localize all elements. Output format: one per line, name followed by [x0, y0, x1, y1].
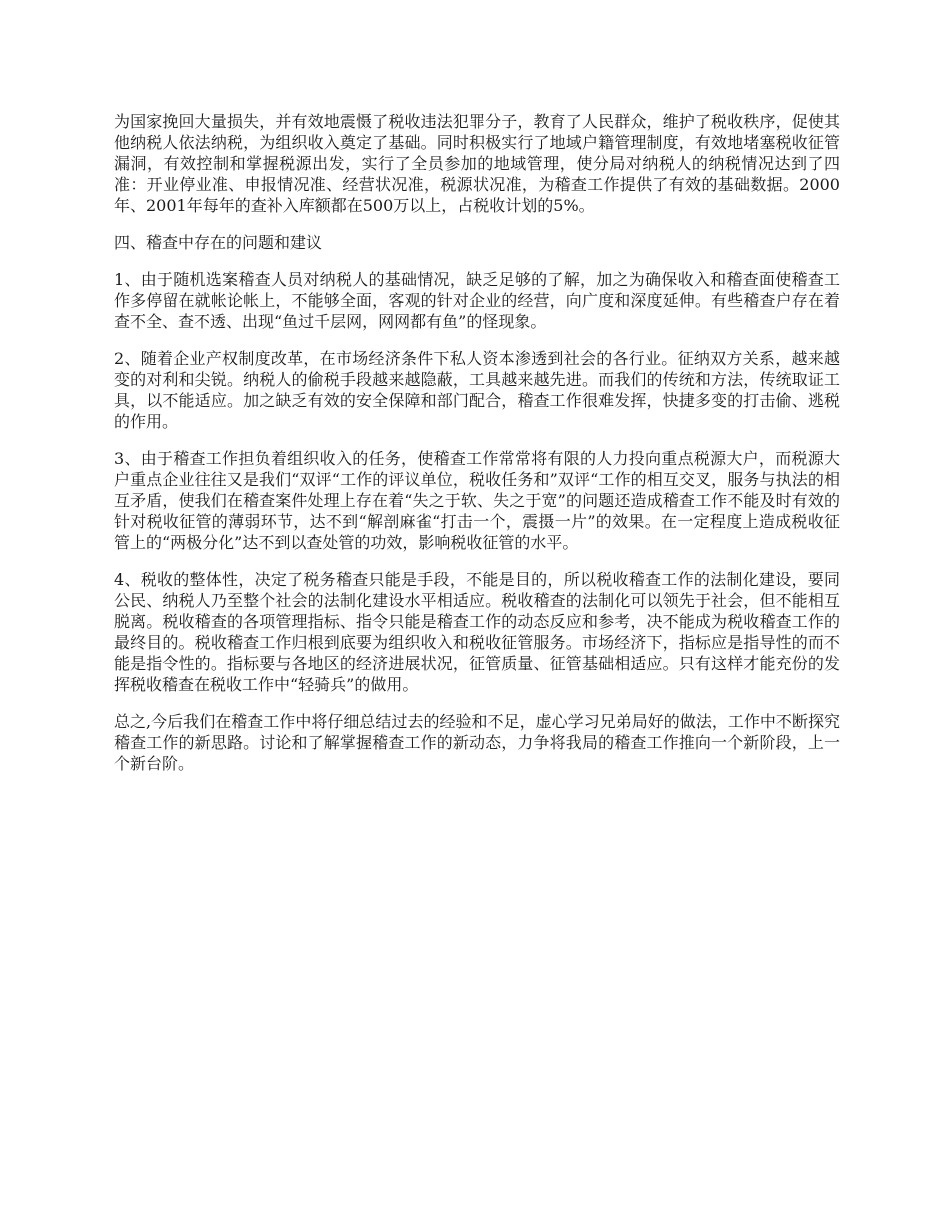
document-body	[114, 111, 840, 790]
paragraph-point-3: 3、由于稽查工作担负着组织收入的任务，使稽查工作常常将有限的人力投向重点税源大户，而税源大户重点企业往往又是我们“双评“工作的评议单位，税收任务和”双评“工作的相互交叉，服务与执法的相互矛盾，使我们在稽查案件处理上存在着“失之于软、失之于宽”的问题还造成稽查工作不能及时有效的针对税收征管的薄弱环节，达不到“解剖麻雀“打击一个，震摄一片”的效果。在一定程度上造成税收征管上的“两极分化”达不到以查处管的功效，影响税收征管的水平。	[114, 449, 840, 552]
section-heading-problems-and-suggestions: 四、稽查中存在的问题和建议	[114, 233, 323, 252]
paragraph-conclusion: 总之,今后我们在稽查工作中将仔细总结过去的经验和不足，虚心学习兄弟局好的做法，工作中不断探究稽查工作的新思路。讨论和了解掌握稽查工作的新动态，力争将我局的稽查工作推向一个新阶段，上一个新台阶。	[114, 712, 840, 773]
paragraph-point-4: 4、税收的整体性，决定了税务稽查只能是手段，不能是目的，所以税收稽查工作的法制化建设，要同公民、纳税人乃至整个社会的法制化建设水平相适应。税收稽查的法制化可以领先于社会，但不能相互脱离。税收稽查的各项管理指标、指令只能是稽查工作的动态反应和参考，决不能成为税收稽查工作的最终目的。税收稽查工作归根到底要为组织收入和税收征管服务。市场经济下，指标应是指导性的而不能是指令性的。指标要与各地区的经济进展状况，征管质量、征管基础相适应。只有这样才能充份的发挥税收稽查在税收工作中“轻骑兵”的做用。	[114, 570, 840, 694]
paragraph-point-2: 2、随着企业产权制度改革，在市场经济条件下私人资本渗透到社会的各行业。征纳双方关系，越来越变的对利和尖锐。纳税人的偷税手段越来越隐蔽，工具越来越先进。而我们的传统和方法，传统取证工具，以不能适应。加之缺乏有效的安全保障和部门配合，稽查工作很难发挥，快捷多变的打击偷、逃税的作用。	[114, 349, 840, 431]
paragraph-point-1: 1、由于随机选案稽查人员对纳税人的基础情况，缺乏足够的了解，加之为确保收入和稽查面使稽查工作多停留在就帐论帐上，不能够全面，客观的针对企业的经营，向广度和深度延伸。有些稽查户存在着查不全、查不透、出现“鱼过千层网，网网都有鱼”的怪现象。	[114, 270, 840, 331]
paragraph-intro-continued: 为国家挽回大量损失，并有效地震慑了税收违法犯罪分子，教育了人民群众，维护了税收秩序，促使其他纳税人依法纳税，为组织收入奠定了基础。同时积极实行了地域户籍管理制度，有效地堵塞税收征管漏洞，有效控制和掌握税源出发，实行了全员参加的地域管理，使分局对纳税人的纳税情况达到了四准：开业停业准、申报情况准、经营状况准，税源状况准，为稽查工作提供了有效的基础数据。2000年、2001年每年的查补入库额都在500万以上，占税收计划的5%。	[114, 112, 840, 215]
